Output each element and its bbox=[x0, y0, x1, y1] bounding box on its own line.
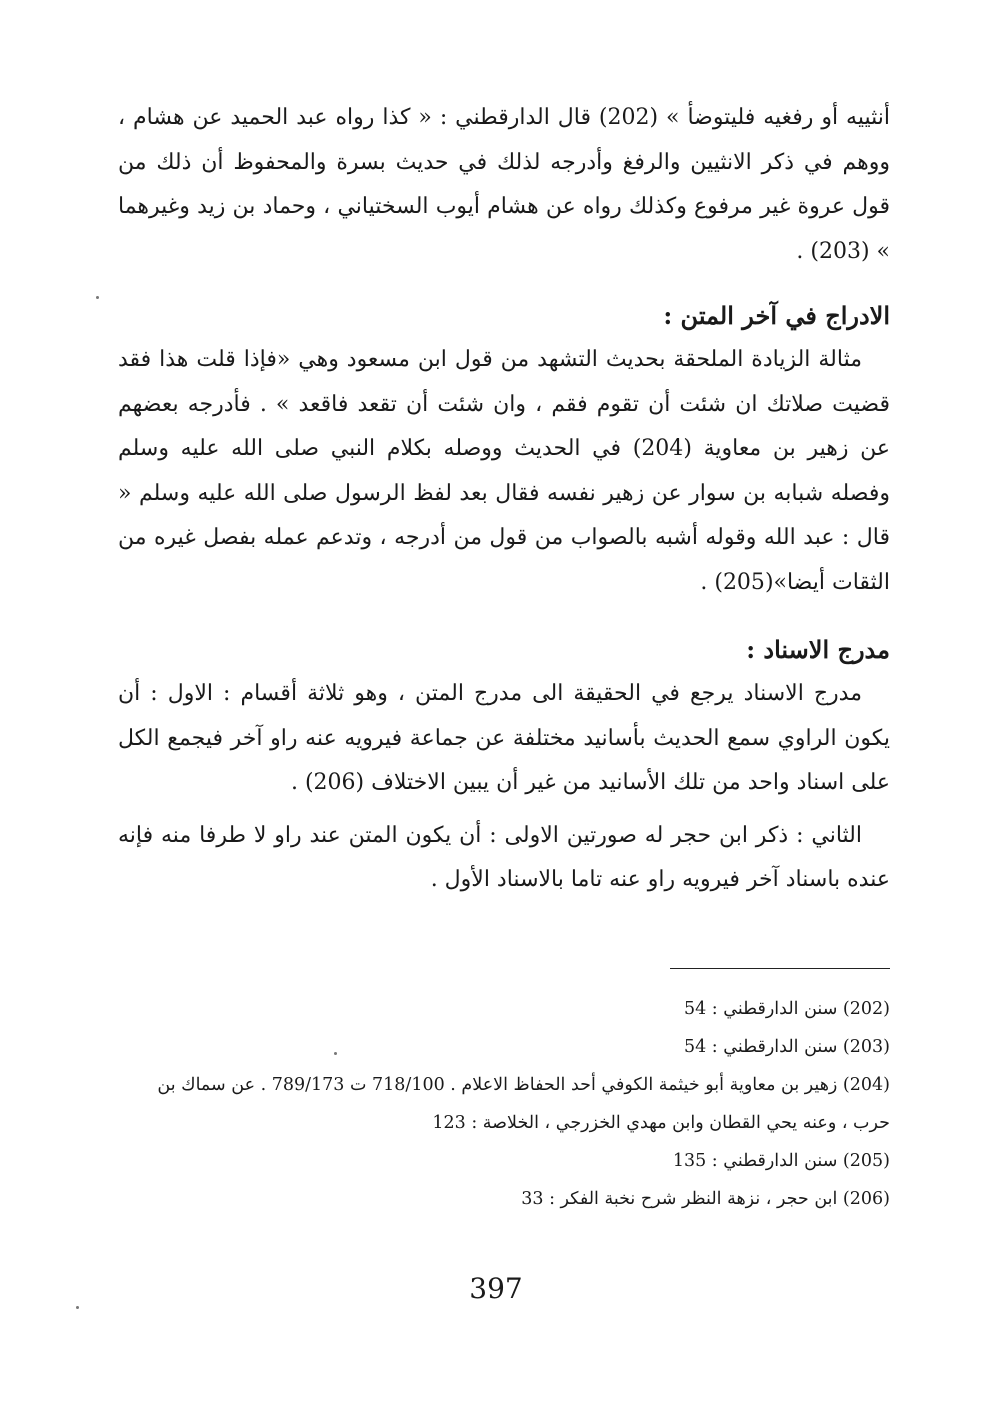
footnotes bbox=[118, 990, 890, 1218]
section-mudraj-isnad bbox=[118, 628, 890, 903]
section-mudraj-isnad-paragraph-1: مدرج الاسناد يرجع في الحقيقة الى مدرج المتن ، وهو ثلاثة أقسام : الاول : أن يكون الراوي سمع الحديث بأسانيد مختلفة عن جماعة فيرويه عنه راو آخر فيجمع الكل على اسناد واحد من تلك الأسانيد من غير أن يبين الاختلاف (206) . bbox=[118, 681, 890, 795]
footnote-divider bbox=[670, 968, 890, 969]
section-idraj-matn bbox=[118, 294, 890, 605]
footnote-204: (204) زهير بن معاوية أبو خيثمة الكوفي أحد الحفاظ الاعلام . 718/100 ت 789/173 . عن سماك بن حرب ، وعنه يحي القطان وابن مهدي الخزرجي ، الخلاصة : 123 bbox=[157, 1075, 890, 1133]
intro-block bbox=[118, 96, 890, 274]
section-heading-idraj-matn: الادراج في آخر المتن : bbox=[663, 301, 890, 330]
scan-speck bbox=[96, 296, 99, 299]
section-idraj-matn-paragraph: مثالة الزيادة الملحقة بحديث التشهد من قول ابن مسعود وهي «فإذا قلت هذا فقد قضيت صلاتك ان شئت أن تقوم فقم ، وان شئت أن تقعد فاقعد » . فأدرجه بعضهم عن زهير بن معاوية (204) في الحديث ووصله بكلام النبي صلى الله عليه وسلم وفصله شبابه بن سوار عن زهير نفسه فقال بعد لفظ الرسول صلى الله عليه وسلم « قال : عبد الله وقوله أشبه بالصواب من قول من أدرجه ، وتدعم عمله بفصل غيره من الثقات أيضا»(205) . bbox=[118, 347, 890, 595]
section-mudraj-isnad-paragraph-2: الثاني : ذكر ابن حجر له صورتين الاولى : أن يكون المتن عند راو لا طرفا منه فإنه عنده باسناد آخر فيرويه راو عنه تاما بالاسناد الأول . bbox=[118, 822, 890, 892]
page-number: 397 bbox=[469, 1272, 523, 1305]
footnote-206: (206) ابن حجر ، نزهة النظر شرح نخبة الفكر : 33 bbox=[521, 1189, 890, 1209]
intro-paragraph: أنثييه أو رفغيه فليتوضأ » (202) قال الدارقطني : « كذا رواه عبد الحميد عن هشام ، ووهم في ذكر الانثيين والرفغ وأدرجه لذلك في حديث بسرة والمحفوظ أن ذلك من قول عروة غير مرفوع وكذلك رواه عن هشام أيوب السختياني ، وحماد بن زيد وغيرهما » (203) . bbox=[118, 105, 890, 264]
footnote-202: (202) سنن الدارقطني : 54 bbox=[683, 999, 890, 1019]
scan-speck bbox=[76, 1306, 79, 1309]
footnote-203: (203) سنن الدارقطني : 54 bbox=[683, 1037, 890, 1057]
footnote-205: (205) سنن الدارقطني : 135 bbox=[672, 1151, 890, 1171]
scan-speck bbox=[334, 1052, 337, 1055]
section-heading-mudraj-isnad: مدرج الاسناد : bbox=[746, 635, 890, 664]
